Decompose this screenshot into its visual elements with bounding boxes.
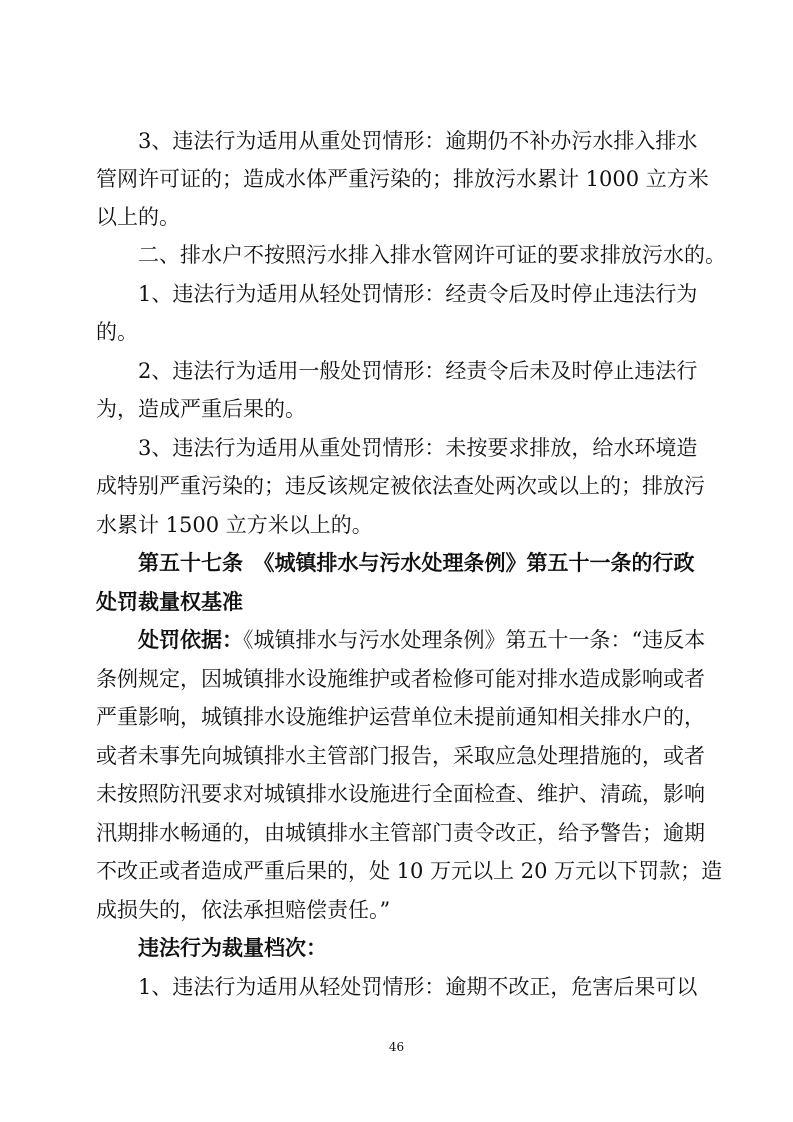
text-line-17: 严重影响，城镇排水设施维护运营单位未提前通知相关排水户的， [96, 705, 705, 729]
text-line-19: 未按照防汛要求对城镇排水设施进行全面检查、维护、清疏，影响 [96, 782, 705, 806]
text-line-21: 不改正或者造成严重后果的，处 10 万元以上 20 万元以下罚款；造 [96, 859, 723, 883]
text-line-8: 为，造成严重后果的。 [96, 397, 306, 421]
article-title-line-2: 处罚裁量权基准 [96, 589, 243, 614]
penalty-basis-line-1 [138, 621, 758, 659]
text-line-22: 成损失的，依法承担赔偿责任。” [96, 898, 391, 922]
text-line-2: 管网许可证的；造成水体严重污染的；排放污水累计 1000 立方米 [96, 167, 709, 191]
text-line-18: 或者未事先向城镇排水主管部门报告，采取应急处理措施的，或者 [96, 744, 705, 768]
section-heading-2: 二、排水户不按照污水排入排水管网许可证的要求排放污水的。 [138, 243, 726, 267]
text-line-11: 水累计 1500 立方米以上的。 [96, 513, 373, 537]
text-line-20: 汛期排水畅通的，由城镇排水主管部门责令改正，给予警告；逾期 [96, 821, 705, 845]
article-title-line-1: 第五十七条 《城镇排水与污水处理条例》第五十一条的行政 [138, 550, 695, 575]
text-line-16: 条例规定，因城镇排水设施维护或者检修可能对排水造成影响或者 [96, 667, 705, 691]
penalty-basis-text: 《城镇排水与污水处理条例》第五十一条：“违反本 [243, 628, 706, 652]
text-line-6: 的。 [96, 320, 138, 344]
violation-levels-heading: 违法行为裁量档次： [138, 935, 327, 960]
penalty-basis-label: 处罚依据： [138, 627, 243, 652]
text-line-7: 2、违法行为适用一般处罚情形：经责令后未及时停止违法行 [138, 359, 698, 383]
page-number: 46 [388, 1040, 405, 1054]
text-line-24: 1、违法行为适用从轻处罚情形：逾期不改正，危害后果可以 [138, 975, 698, 999]
text-line-5: 1、违法行为适用从轻处罚情形：经责令后及时停止违法行为 [138, 282, 698, 306]
text-line-9: 3、违法行为适用从重处罚情形：未按要求排放，给水环境造 [138, 436, 698, 460]
text-line-1: 3、违法行为适用从重处罚情形：逾期仍不补办污水排入排水 [138, 129, 698, 153]
text-line-3: 以上的。 [96, 205, 180, 229]
text-line-10: 成特别严重污染的；违反该规定被依法查处两次或以上的；排放污 [96, 474, 705, 498]
